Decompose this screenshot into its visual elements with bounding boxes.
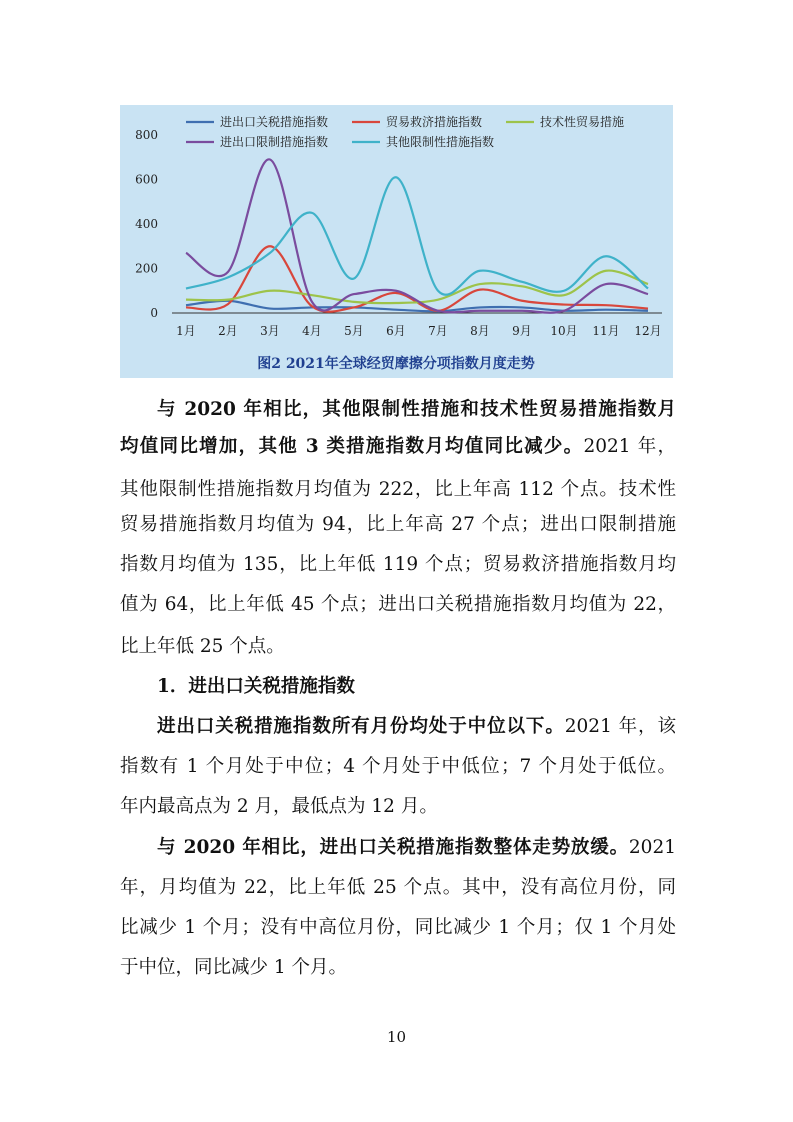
section-heading: 1．进出口关税措施指数 — [157, 676, 355, 697]
x-tick-label: 1月 — [176, 324, 196, 338]
paragraph-line — [120, 713, 676, 741]
figure-caption: 图2 2021年全球经贸摩擦分项指数月度走势 — [257, 356, 535, 372]
paragraph-line: 比减少 1 个月；没有中高位月份，同比减少 1 个月；仅 1 个月处 — [120, 917, 676, 938]
y-tick-label: 200 — [135, 261, 158, 276]
series-line-2 — [186, 271, 648, 304]
x-tick-label: 9月 — [512, 324, 532, 338]
line-chart — [120, 105, 673, 378]
text-run: 2021 — [628, 837, 676, 858]
bold-sentence: 与 2020 年相比，进出口关税措施指数整体走势放缓。 — [157, 837, 629, 858]
paragraph-line — [120, 834, 676, 862]
paragraph-line: 指数有 1 个月处于中位；4 个月处于中低位；7 个月处于低位。 — [120, 756, 676, 777]
paragraph-line — [120, 433, 676, 461]
paragraph-line: 值为 64，比上年低 45 个点；进出口关税措施指数月均值为 22， — [120, 594, 676, 615]
x-tick-label: 10月 — [550, 324, 578, 338]
x-tick-label: 5月 — [344, 324, 364, 338]
paragraph-line: 其他限制性措施指数月均值为 222，比上年高 112 个点。技术性 — [120, 479, 676, 500]
x-tick-label: 11月 — [592, 324, 620, 338]
legend-label: 其他限制性措施指数 — [386, 135, 495, 149]
x-tick-label: 3月 — [260, 324, 280, 338]
x-tick-label: 6月 — [386, 324, 406, 338]
x-tick-label: 4月 — [302, 324, 322, 338]
y-tick-label: 0 — [150, 306, 158, 320]
paragraph-line: 比上年低 25 个点。 — [120, 636, 285, 657]
bold-sentence: 均值同比增加，其他 3 类措施指数月均值同比减少。 — [120, 436, 584, 457]
paragraph-line: 于中位，同比减少 1 个月。 — [120, 957, 348, 978]
paragraph-line: 年内最高点为 2 月，最低点为 12 月。 — [120, 796, 438, 817]
x-tick-label: 8月 — [470, 324, 490, 338]
series-line-3 — [186, 159, 648, 312]
text-run: 2021 年，该 — [564, 716, 676, 737]
legend-label: 技术性贸易措施 — [540, 115, 625, 129]
y-tick-label: 800 — [135, 128, 158, 142]
paragraph-line: 贸易措施指数月均值为 94，比上年高 27 个点；进出口限制措施 — [120, 514, 676, 535]
figure-chart — [120, 105, 673, 378]
paragraph-line: 与 2020 年相比，其他限制性措施和技术性贸易措施指数月 — [157, 399, 676, 420]
x-tick-label: 2月 — [218, 324, 238, 338]
text-run: 2021 年， — [583, 436, 676, 457]
bold-sentence: 进出口关税措施指数所有月份均处于中位以下。 — [157, 716, 565, 737]
paragraph-line: 年，月均值为 22，比上年低 25 个点。其中，没有高位月份，同 — [120, 877, 676, 898]
series-line-4 — [186, 177, 648, 295]
legend-label: 进出口关税措施指数 — [220, 115, 329, 129]
page-number: 10 — [386, 1028, 407, 1046]
paragraph-line: 指数月均值为 135，比上年低 119 个点；贸易救济措施指数月均 — [120, 554, 676, 575]
y-tick-label: 600 — [135, 172, 158, 187]
x-tick-label: 7月 — [428, 324, 448, 338]
legend-label: 贸易救济措施指数 — [386, 115, 483, 129]
x-tick-label: 12月 — [634, 324, 662, 338]
y-tick-label: 400 — [135, 217, 158, 231]
legend-label: 进出口限制措施指数 — [220, 135, 329, 149]
